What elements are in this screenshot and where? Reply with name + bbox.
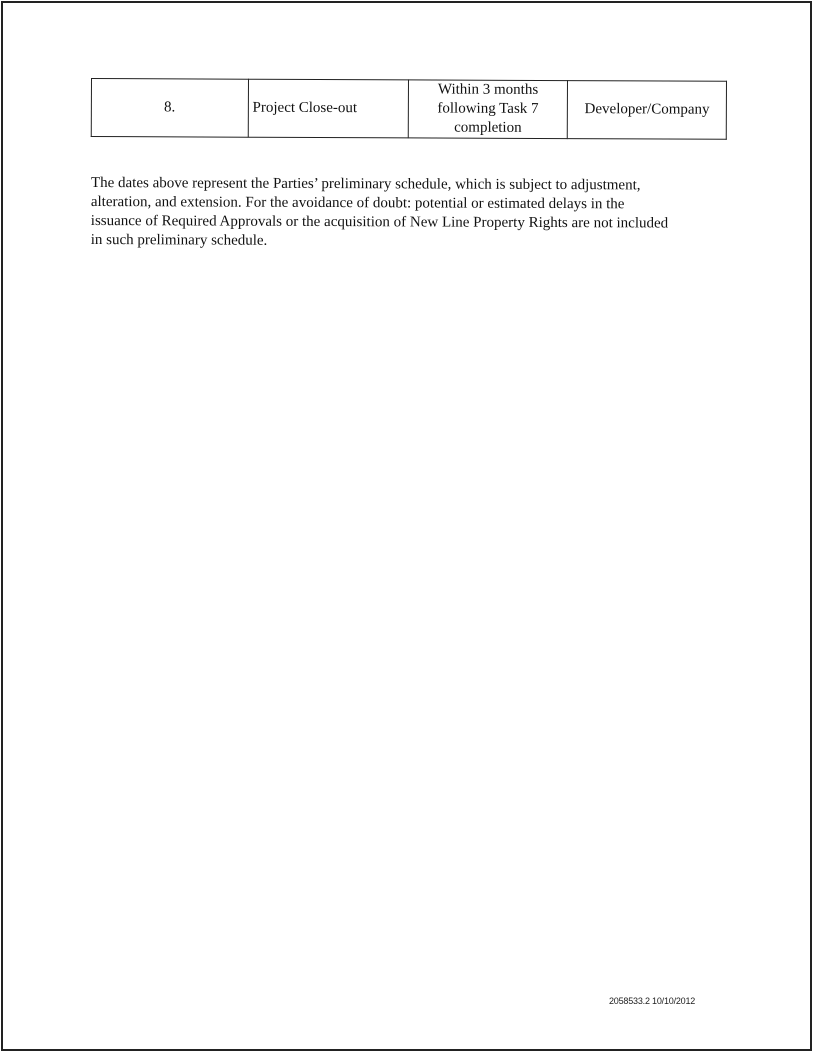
schedule-table [91, 78, 727, 140]
document-id-stamp: 2058533.2 10/10/2012 [609, 996, 696, 1006]
task-name-cell: Project Close-out [248, 79, 408, 138]
timing-line: completion [454, 119, 522, 136]
schedule-note-paragraph [91, 174, 721, 253]
timing-line: following Task 7 [437, 100, 539, 117]
timing-cell [408, 80, 568, 139]
responsible-party-cell: Developer/Company [568, 81, 727, 140]
table-row [91, 79, 726, 140]
page-border [1, 1, 812, 1051]
paragraph-line: in such preliminary schedule. [90, 231, 268, 249]
paragraph-line: alteration, and extension. For the avoidance of doubt: potential or estimated delays in the [90, 193, 625, 213]
timing-line: Within 3 months [437, 81, 539, 98]
paragraph-line: issuance of Required Approvals or the acquisition of New Line Property Rights are not included [90, 212, 669, 232]
paragraph-line: The dates above represent the Parties’ preliminary schedule, which is subject to adjustment, [90, 174, 641, 194]
task-number-cell: 8. [91, 79, 248, 138]
